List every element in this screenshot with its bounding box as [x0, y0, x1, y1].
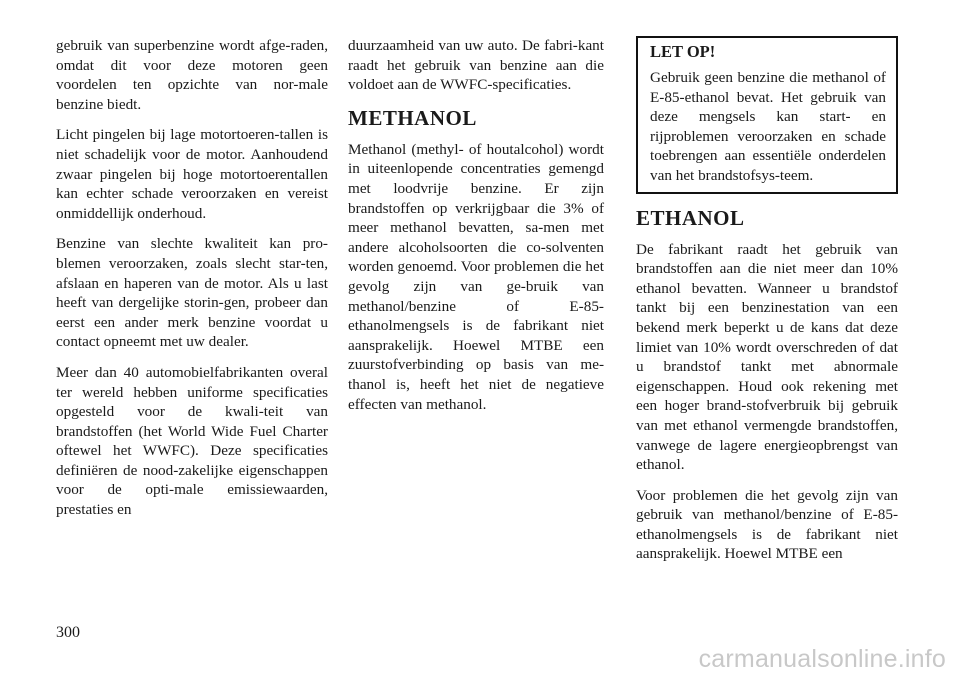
paragraph: De fabrikant raadt het gebruik van brandstoffen aan die niet meer dan 10% ethanol bevatten. Wanneer u brandstof tankt bij een benzinestation van een bekend merk beperkt u de kans dat deze limiet van 10% wordt overschreden of dat u brandstof tankt met abnormale eigenschappen. Houd ook rekening met een hoger brand-stofverbruik bij gebruik van met ethanol vermengde brandstoffen, vanwege de lagere energieopbrengst van ethanol. [636, 240, 898, 474]
watermark: carmanualsonline.info [698, 645, 946, 673]
column-right [636, 36, 898, 575]
warning-text: Gebruik geen benzine die methanol of E-85-ethanol bevat. Het gebruik van deze mengsels kan start- en rijproblemen veroorzaken en schade toebrengen aan essentiële onderdelen van het brandstofsys-teem. [650, 69, 886, 184]
warning-title: LET OP! [650, 42, 716, 61]
page-number: 300 [56, 624, 80, 641]
paragraph: Benzine van slechte kwaliteit kan pro-blemen veroorzaken, zoals slecht star-ten, afslaan en haperen van de motor. Als u last heeft van dergelijke storin-gen, probeer dan eerst een ander merk benzine voordat u contact opneemt met uw dealer. [56, 235, 328, 351]
paragraph: Meer dan 40 automobielfabrikanten overal ter wereld hebben uniforme specificaties opgesteld voor de kwali-teit van brandstoffen (het World Wide Fuel Charter oftewel het WWFC). Deze specificaties definiëren de nood-zakelijke eigenschappen voor de opti-male emissiewaarden, prestaties en [56, 363, 328, 519]
warning-box [636, 36, 898, 194]
paragraph: Licht pingelen bij lage motortoeren-tallen is niet schadelijk voor de motor. Aanhoudend zwaar pingelen bij hoge motortoerentallen kan echter schade veroorzaken en vereist onmiddellijk onderhoud. [56, 126, 328, 222]
section-heading-methanol: METHANOL [348, 105, 477, 130]
column-middle [348, 36, 604, 425]
paragraph: Methanol (methyl- of houtalcohol) wordt in uiteenlopende concentraties gemengd met loodvrije benzine. Er zijn brandstoffen op verkrijgbaar die 3% of meer methanol bevatten, sa-men met andere alcoholsoorten die co-solventen worden genoemd. Voor problemen die het gevolg zijn van ge-bruik van methanol/benzine of E-85-ethanolmengsels is de fabrikant niet aansprakelijk. Hoewel MTBE een zuurstofverbinding op basis van me-thanol is, heeft het niet de negatieve effecten van methanol. [348, 140, 604, 413]
paragraph: duurzaamheid van uw auto. De fabri-kant raadt het gebruik van benzine aan die voldoet aan de WWFC-specificaties. [348, 37, 604, 94]
paragraph: gebruik van superbenzine wordt afge-raden, omdat dit voor deze motoren geen voordelen ten opzichte van nor-male benzine biedt. [56, 37, 328, 113]
paragraph: Voor problemen die het gevolg zijn van gebruik van methanol/benzine of E-85-ethanolmengsels is de fabrikant niet aansprakelijk. Hoewel MTBE een [636, 486, 898, 563]
column-left [56, 36, 328, 531]
section-heading-ethanol: ETHANOL [636, 205, 745, 230]
